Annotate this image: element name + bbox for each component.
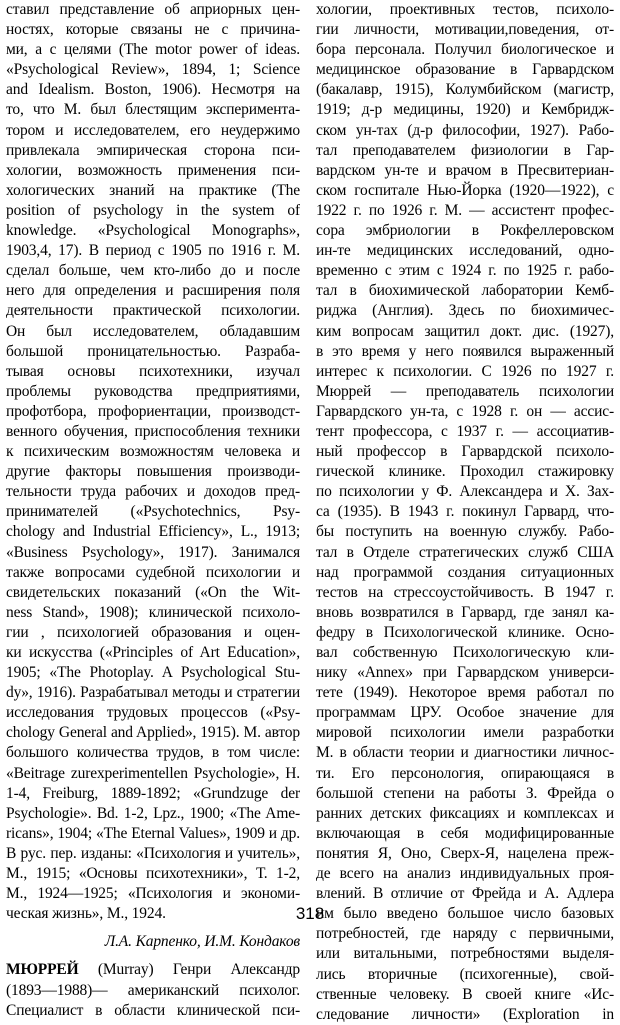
text-line: бы поступить на военную службу. Рабо-: [316, 523, 614, 541]
text-line: ставил представление об априорных цен-: [6, 1, 300, 18]
text-line: ми, а с целями (The motor power of ideas.: [6, 41, 300, 59]
text-line: следование личности» (Exploration in: [316, 1005, 614, 1023]
text-line: position of psychology in the system of: [6, 201, 300, 219]
text-line: привлекала эмпирическая сторона пси-: [6, 141, 300, 159]
text-line: В рус. пер. изданы: «Психология и учитель»,: [6, 844, 300, 862]
entry-first-line: [6, 960, 300, 980]
text-line: вал собственную Психологическую кли-: [316, 644, 614, 661]
text-line: М., 1915; «Основы психотехники», Т. 1-2,: [6, 865, 300, 883]
text-line: профотбора, профориентации, производст-: [6, 402, 300, 420]
text-line: тал в биохимической лаборатории Кемб-: [316, 282, 614, 300]
text-line: мировой психологии имели разработки: [316, 724, 614, 742]
text-line: Он был исследователем, обладавшим: [6, 322, 300, 340]
author-signature: Л.А. Карпенко, И.М. Кондаков: [104, 933, 300, 951]
text-line: тент профессора, с 1937 г. — ассоциатив-: [316, 422, 614, 440]
text-line: федру в Психологической клинике. Осно-: [316, 623, 614, 641]
text-line: ки искусства («Principles of Art Education»,: [6, 644, 300, 661]
text-line: бора персонала. Получил биологическое и: [316, 41, 614, 59]
text-line: вновь возвратился в Гарвард, где занял ка-: [316, 603, 614, 621]
text-line: тором и исследователем, его неудержимо: [6, 121, 300, 139]
text-line: «Psychological Review», 1894, 1; Science: [6, 61, 300, 79]
text-line: Специалист в области клинической пси-: [6, 1001, 300, 1019]
text-line: тельности труда рабочих и доходов пред-: [6, 483, 300, 501]
text-line: риджа (Англия). Здесь по биохимичес-: [316, 302, 614, 320]
text-line: тестов на стрессоустойчивость. В 1947 г.: [316, 583, 614, 601]
text-line: лись вторичные (психогенные), свой-: [316, 965, 614, 983]
text-line: медицинское образование в Гарвардском: [316, 61, 614, 79]
text-line: де всего на анализ индивидуальных проя-: [316, 865, 614, 883]
text-line: большой степени на работы З. Фрейда о: [316, 784, 614, 802]
text-line: в это время у него появился выраженный: [316, 342, 614, 360]
text-line: Psychologie». Bd. 1-2, Lpz., 1900; «The Ame-: [6, 804, 300, 822]
text-line: программам ЦРУ. Особое значение для: [316, 704, 614, 722]
text-line: 1922 г. по 1926 г. М. — ассистент профес-: [316, 201, 614, 219]
text-line: «Beitrage zurexperimentellen Psychologie», H.: [6, 764, 300, 782]
text-line: ин-те медицинских исследований, одно-: [316, 242, 614, 260]
text-line: chology General and Applied», 1915). М. автор: [6, 724, 300, 742]
text-line: 1905; «The Photoplay. A Psychological Stu-: [6, 664, 300, 682]
text-line: вардском ун-те и врачом в Пресвитериан-: [316, 161, 614, 179]
text-line: ный профессор в Гарвардской психоло-: [316, 443, 614, 461]
text-line: М. в области теории и диагностики личнос-: [316, 744, 614, 762]
text-line: интерес к психологии. С 1926 по 1927 г.: [316, 362, 614, 380]
text-line: временно с этим с 1924 г. по 1925 г. рабо-: [316, 262, 614, 280]
text-line: гической клинике. Проходил стажировку: [316, 463, 614, 481]
text-line: ранних детских фиксациях и комплексах и: [316, 804, 614, 822]
text-line: ricans», 1904; «The Eternal Values», 1909 и др.: [6, 824, 300, 842]
text-line: ском ун-тах (д-р философии, 1927). Рабо-: [316, 121, 614, 139]
page-number: 318: [295, 904, 325, 923]
text-line: проблемы руководства предприятиями,: [6, 382, 300, 400]
text-line: Гарвардского ун-та, с 1928 г. он — ассис-: [316, 402, 614, 420]
text-line: тал в Отделе стратегических служб США: [316, 543, 614, 561]
text-line: большого количества трудов, в том числе:: [6, 744, 300, 762]
text-line: потребностей, где наряду с первичными,: [316, 925, 614, 943]
text-line: другие факторы повышения производи-: [6, 463, 300, 481]
text-line: также вопросами судебной психологии и: [6, 563, 300, 581]
text-line: им было введено большое число базовых: [316, 905, 614, 923]
text-line: ском госпитале Нью-Йорка (1920—1922), с: [316, 181, 614, 199]
text-line: исследования трудовых процессов («Psy-: [6, 704, 300, 722]
text-line: деятельности практической психологии.: [6, 302, 300, 320]
text-line: сделал больше, чем кто-либо до и после: [6, 262, 300, 280]
text-line: ким вопросам защитил докт. дис. (1927),: [316, 322, 614, 340]
left-column: [6, 0, 300, 1021]
text-line: к психическим возможностям человека и: [6, 443, 300, 461]
text-line: гии личности, мотивации,поведения, от-: [316, 21, 614, 39]
text-line: ти. Его персонология, опирающаяся в: [316, 764, 614, 782]
text-line: (1893—1988)— американский психолог.: [6, 981, 300, 999]
text-line: хологии, проективных тестов, психоло-: [316, 1, 614, 18]
text-line: and Idealism. Boston, 1906). Несмотря на: [6, 81, 300, 99]
text-line: принимателей («Psychotechnics, Psy-: [6, 503, 300, 521]
entry-headword: МЮРРЕЙ: [6, 961, 79, 979]
article-continuation-paragraph: [6, 0, 300, 924]
text-line: 1903,4, 17). В период с 1905 по 1916 г. М.: [6, 242, 300, 260]
text-line: тывая основы психотехники, изучал: [6, 362, 300, 380]
text-line: ness Stand», 1908); клинической психоло-: [6, 603, 300, 621]
text-line: него для определения и расширения поля: [6, 282, 300, 300]
entry-murray: [6, 960, 300, 1020]
text-line: свидетельских показаний («On the Wit-: [6, 583, 300, 601]
entry-lines: [6, 981, 300, 1021]
text-line: «Business Psychology», 1917). Занимался: [6, 543, 300, 561]
right-column: [316, 0, 614, 1025]
text-line: нику «Annex» при Гарвардском универси-: [316, 664, 614, 682]
text-line: понятия Я, Оно, Сверх-Я, нацелена преж-: [316, 844, 614, 862]
text-line: по психологии у Ф. Александера и Х. Зах-: [316, 483, 614, 501]
text-line: dy», 1916). Разрабатывал методы и стратегии: [6, 684, 300, 702]
text-line: chology and Industrial Efficiency», L., 1913;: [6, 523, 300, 541]
text-line: (бакалавр, 1915), Колумбийском (магистр,: [316, 81, 614, 99]
text-line: ческая жизнь», М., 1924.: [6, 905, 166, 923]
text-line: тете (1949). Некоторое время работал по: [316, 684, 614, 702]
text-line: хологии, возможность применения пси-: [6, 161, 300, 179]
entry-first-line-rest: (Murray) Генри Александр: [78, 961, 300, 979]
text-line: сора эмбриологии в Рокфеллеровском: [316, 222, 614, 240]
text-line: 1-4, Freiburg, 1889-1892; «Grundzuge der: [6, 784, 300, 802]
text-line: над программой создания ситуационных: [316, 563, 614, 581]
text-line: влений. В отличие от Фрейда и А. Адлера: [316, 885, 614, 903]
text-line: хологических знаний на практике (The: [6, 181, 300, 199]
text-line: тал преподавателем физиологии в Гар-: [316, 141, 614, 159]
text-line: М., 1924—1925; «Психология и экономи-: [6, 885, 300, 903]
text-line: то, что М. был блестящим эксперимента-: [6, 101, 300, 119]
text-line: knowledge. «Psychological Monographs»,: [6, 222, 300, 240]
text-line: Мюррей — преподаватель психологии: [316, 382, 614, 400]
text-line: большой проницательностью. Разраба-: [6, 342, 300, 360]
text-line: 1919; д-р медицины, 1920) и Кембридж-: [316, 101, 614, 119]
text-line: венного обучения, приспособления техники: [6, 422, 300, 440]
text-line: ственные человеку. В своей книге «Ис-: [316, 985, 614, 1003]
text-line: са (1935). В 1943 г. покинул Гарвард, что-: [316, 503, 614, 521]
text-line: гии , психологией образования и оцен-: [6, 623, 300, 641]
text-line: ностях, которые связаны не с причина-: [6, 21, 300, 39]
text-line: или витальными, потребностями выделя-: [316, 945, 614, 963]
text-line: включающая в себя модифицированные: [316, 824, 614, 842]
